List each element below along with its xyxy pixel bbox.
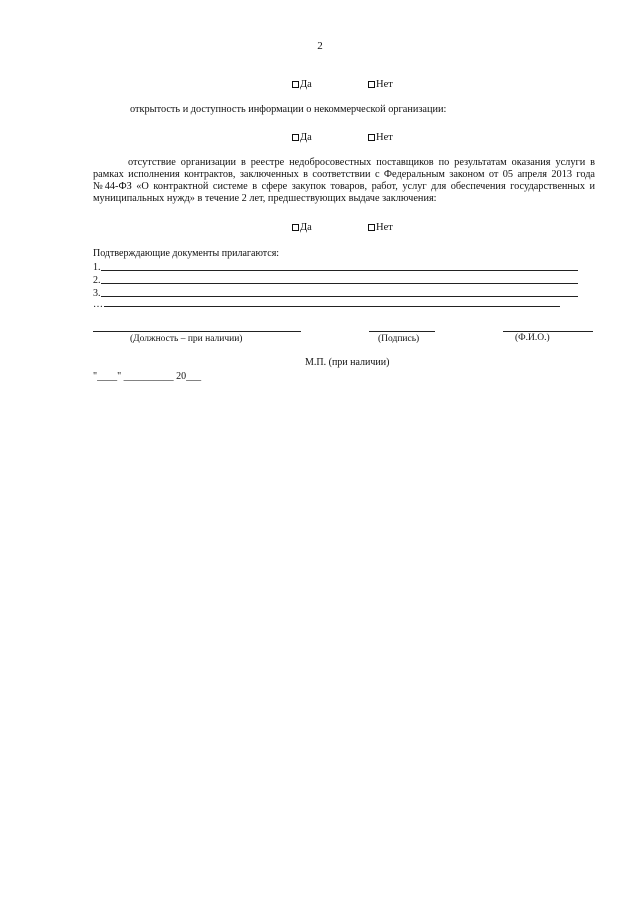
signature-line[interactable]	[369, 331, 435, 332]
date-line[interactable]: "____" __________ 20___	[93, 371, 202, 382]
choice-yes-label: Да	[300, 132, 312, 143]
documents-heading: Подтверждающие документы прилагаются:	[93, 248, 280, 259]
choice-yes-label: Да	[300, 79, 312, 90]
choice-yes-1[interactable]	[292, 79, 312, 90]
paragraph-openness: открытость и доступность информации о некоммерческой организации:	[130, 104, 447, 115]
checkbox-icon[interactable]	[368, 81, 375, 88]
choice-yes-2[interactable]	[292, 132, 312, 143]
choice-no-3[interactable]	[368, 222, 393, 233]
document-item-2: 2.	[93, 275, 101, 286]
document-line-3[interactable]	[101, 296, 578, 297]
document-line-4[interactable]	[104, 306, 560, 307]
document-item-4: …	[93, 299, 103, 310]
choice-yes-label: Да	[300, 222, 312, 233]
choice-no-label: Нет	[376, 222, 393, 233]
document-item-3: 3.	[93, 288, 101, 299]
checkbox-icon[interactable]	[292, 224, 299, 231]
position-caption: (Должность – при наличии)	[130, 334, 243, 344]
choice-no-2[interactable]	[368, 132, 393, 143]
document-line-1[interactable]	[101, 270, 578, 271]
choice-yes-3[interactable]	[292, 222, 312, 233]
paragraph-registry-text: отсутствие организации в реестре недобросовестных поставщиков по результатам оказания услуги в рамках исполнения контрактов, заключенных в соответствии с Федеральным законом от 05 апреля 2013 года №44-ФЗ «О контрактной системе в сфере закупок товаров, работ, услуг для обеспечения государственных и муниципальных нужд» в течение 2 лет, предшествующих выдаче заключения:	[93, 157, 595, 204]
page-number: 2	[317, 40, 323, 52]
signature-caption: (Подпись)	[378, 334, 420, 344]
choice-no-label: Нет	[376, 79, 393, 90]
choice-no-1[interactable]	[368, 79, 393, 90]
document-line-2[interactable]	[101, 283, 578, 284]
paragraph-registry	[93, 157, 595, 205]
checkbox-icon[interactable]	[292, 134, 299, 141]
position-line[interactable]	[93, 331, 301, 332]
checkbox-icon[interactable]	[368, 224, 375, 231]
name-line[interactable]	[503, 331, 593, 332]
checkbox-icon[interactable]	[292, 81, 299, 88]
checkbox-icon[interactable]	[368, 134, 375, 141]
stamp-label: М.П. (при наличии)	[305, 357, 390, 368]
document-item-1: 1.	[93, 262, 101, 273]
name-caption: (Ф.И.О.)	[515, 333, 550, 343]
choice-no-label: Нет	[376, 132, 393, 143]
